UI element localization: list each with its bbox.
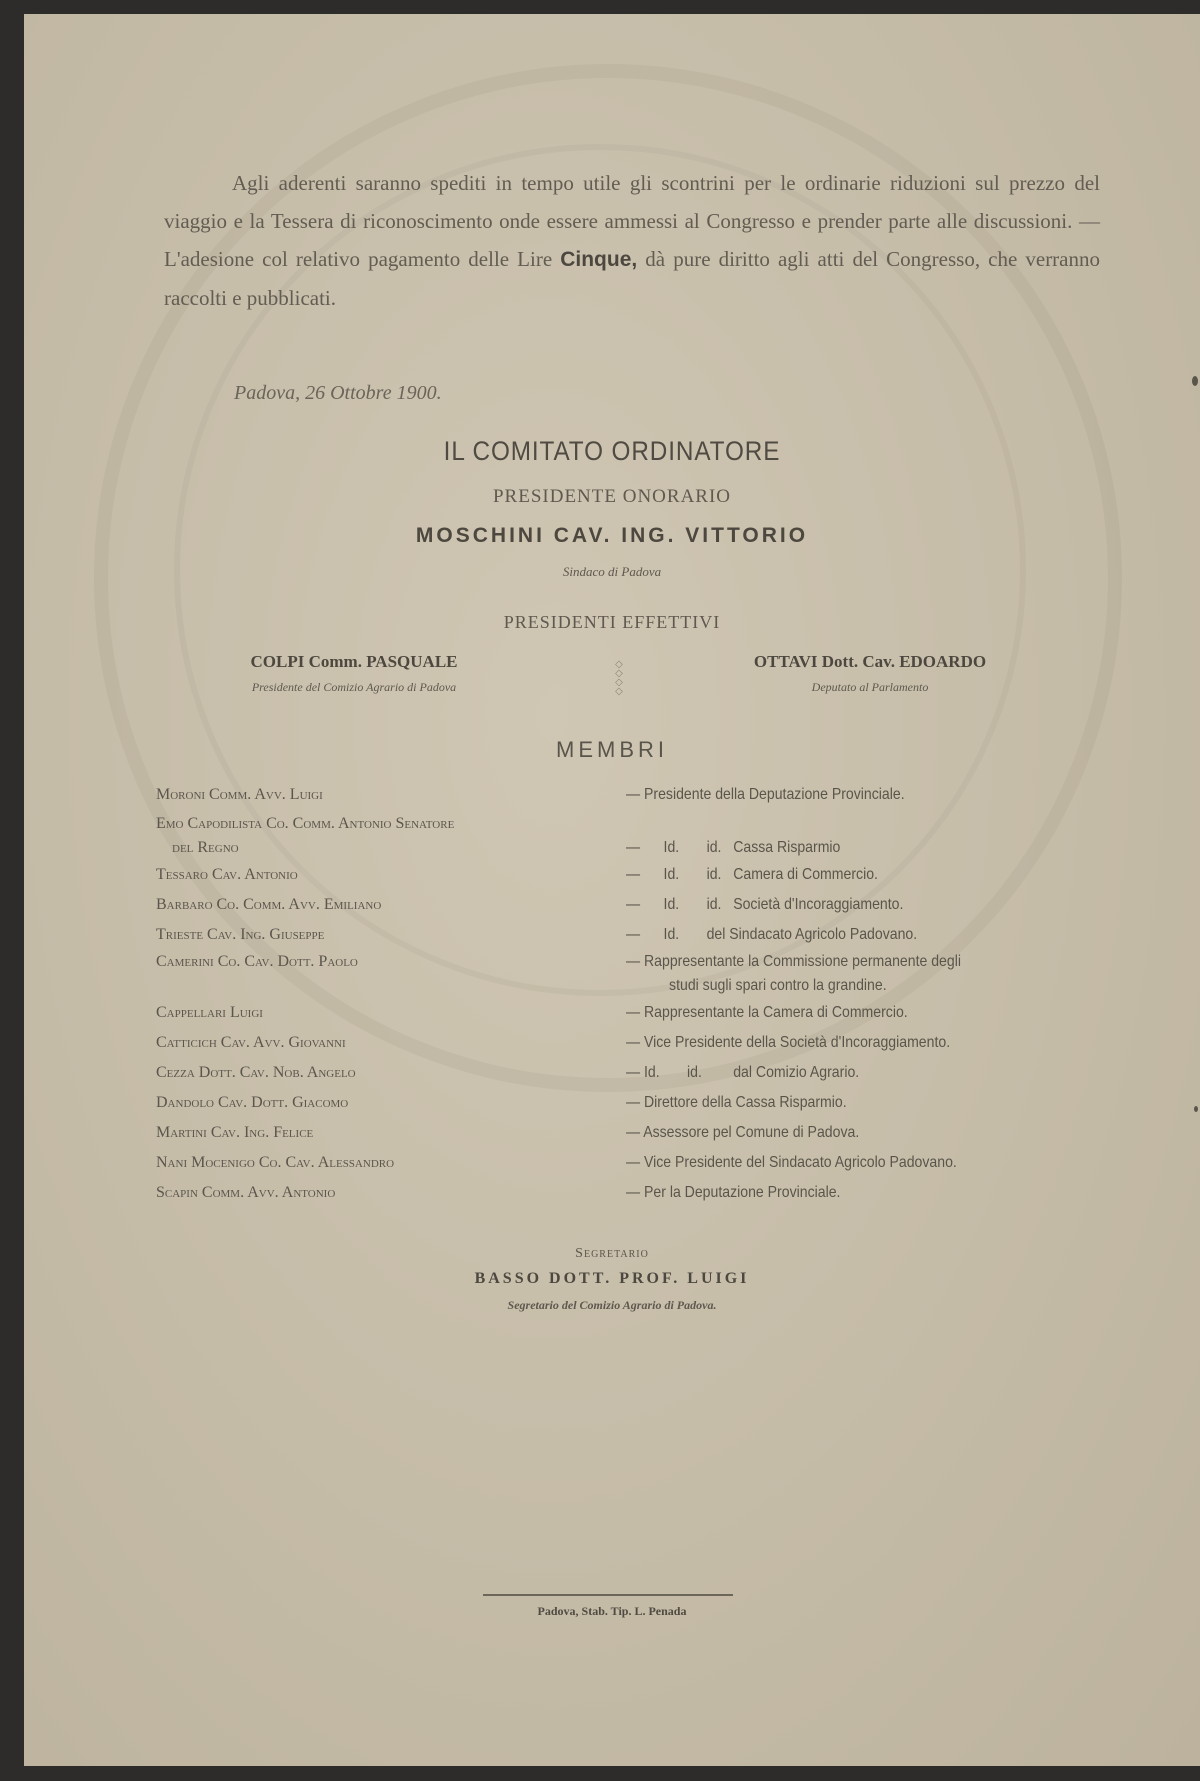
edge-mark — [1194, 1106, 1198, 1112]
diamond-separator: ◇ ◇ ◇ ◇ — [615, 659, 623, 697]
members-title: MEMBRI — [556, 737, 668, 762]
member-name: Moroni Comm. Avv. Luigi — [156, 786, 323, 803]
committee-title: IL COMITATO ORDINATORE — [443, 436, 781, 466]
effective-president-right — [690, 652, 1050, 695]
member-name: Cappellari Luigi — [156, 1004, 263, 1021]
intro-text-before: Agli aderenti saranno spediti in tempo utile gli scontrini per le ordinarie riduzioni sul prezzo del viaggio e la Tessera di riconoscimento onde essere ammessi al Congresso e prender parte alle discussioni. — L'adesione col relativo pagamento delle Lire — [164, 171, 1100, 271]
member-name: Dandolo Cav. Dott. Giacomo — [156, 1094, 349, 1111]
member-row — [156, 1088, 1116, 1118]
member-name: Catticich Cav. Avv. Giovanni — [156, 1034, 346, 1051]
member-row — [156, 860, 1116, 890]
member-name: Camerini Co. Cav. Dott. Paolo — [156, 953, 358, 970]
honorary-president-role: Sindaco di Padova — [562, 564, 662, 579]
member-role: — Id. id. Cassa Risparmio — [626, 839, 841, 856]
member-row — [156, 950, 1116, 998]
member-row — [156, 998, 1116, 1028]
member-role: — Rappresentante la Commissione permanente degli studi sugli spari contro la grandine. — [626, 953, 961, 994]
member-name: Martini Cav. Ing. Felice — [156, 1124, 314, 1141]
member-row — [156, 1028, 1116, 1058]
member-name: Scapin Comm. Avv. Antonio — [156, 1184, 336, 1201]
member-role: — Id. id. dal Comizio Agrario. — [626, 1064, 860, 1081]
member-role: — Id. del Sindacato Agricolo Padovano. — [626, 926, 918, 943]
member-row — [156, 1058, 1116, 1088]
date-line: Padova, 26 Ottobre 1900. — [234, 382, 442, 404]
intro-bold-word: Cinque, — [560, 248, 638, 271]
document-page — [24, 14, 1200, 1766]
member-row — [156, 890, 1116, 920]
effective-presidents-label: PRESIDENTI EFFETTIVI — [503, 612, 721, 632]
member-row — [156, 812, 1116, 860]
member-role: — Vice Presidente della Società d'Incoraggiamento. — [626, 1034, 951, 1051]
member-role: — Presidente della Deputazione Provinciale. — [626, 786, 905, 803]
footer-rule — [483, 1594, 733, 1596]
secretary-label: Segretario — [575, 1246, 649, 1261]
member-name: Barbaro Co. Comm. Avv. Emiliano — [156, 896, 382, 913]
member-row — [156, 1178, 1116, 1208]
honorary-president-name: MOSCHINI CAV. ING. VITTORIO — [415, 524, 809, 547]
member-role: — Id. id. Camera di Commercio. — [626, 866, 878, 883]
member-role: — Rappresentante la Camera di Commercio. — [626, 1004, 908, 1021]
member-name: Nani Mocenigo Co. Cav. Alessandro — [156, 1154, 395, 1171]
member-row — [156, 1118, 1116, 1148]
honorary-president-label: PRESIDENTE ONORARIO — [492, 486, 732, 507]
member-name: Trieste Cav. Ing. Giuseppe — [156, 926, 325, 943]
printer-credit: Padova, Stab. Tip. L. Penada — [537, 1604, 687, 1618]
intro-paragraph — [164, 164, 1100, 317]
effective-president-left-role: Presidente del Comizio Agrario di Padova — [251, 680, 457, 694]
effective-president-right-role: Deputato al Parlamento — [811, 680, 929, 694]
member-role: — Id. id. Società d'Incoraggiamento. — [626, 896, 904, 913]
intro-text-after: dà pure diritto agli atti del Congresso, che verranno raccolti e pubblicati. — [164, 247, 1101, 310]
secretary-role: Segretario del Comizio Agrario di Padova. — [507, 1298, 717, 1312]
member-role: — Direttore della Cassa Risparmio. — [626, 1094, 847, 1111]
member-name: Tessaro Cav. Antonio — [156, 866, 298, 883]
edge-mark — [1192, 376, 1198, 386]
member-name: Emo Capodilista Co. Comm. Antonio Senatore del Regno — [156, 815, 455, 856]
member-row — [156, 780, 1116, 810]
member-role: — Vice Presidente del Sindacato Agricolo Padovano. — [626, 1154, 957, 1171]
members-list — [156, 780, 1116, 1208]
member-role: — Per la Deputazione Provinciale. — [626, 1184, 841, 1201]
member-row — [156, 1148, 1116, 1178]
member-name: Cezza Dott. Cav. Nob. Angelo — [156, 1064, 356, 1081]
effective-president-left — [174, 652, 534, 695]
member-role: — Assessore pel Comune di Padova. — [626, 1124, 860, 1141]
member-row — [156, 920, 1116, 950]
secretary-name: BASSO DOTT. PROF. LUIGI — [474, 1270, 750, 1287]
effective-president-right-name: OTTAVI Dott. Cav. EDOARDO — [753, 652, 987, 671]
effective-president-left-name: COLPI Comm. PASQUALE — [250, 652, 458, 671]
